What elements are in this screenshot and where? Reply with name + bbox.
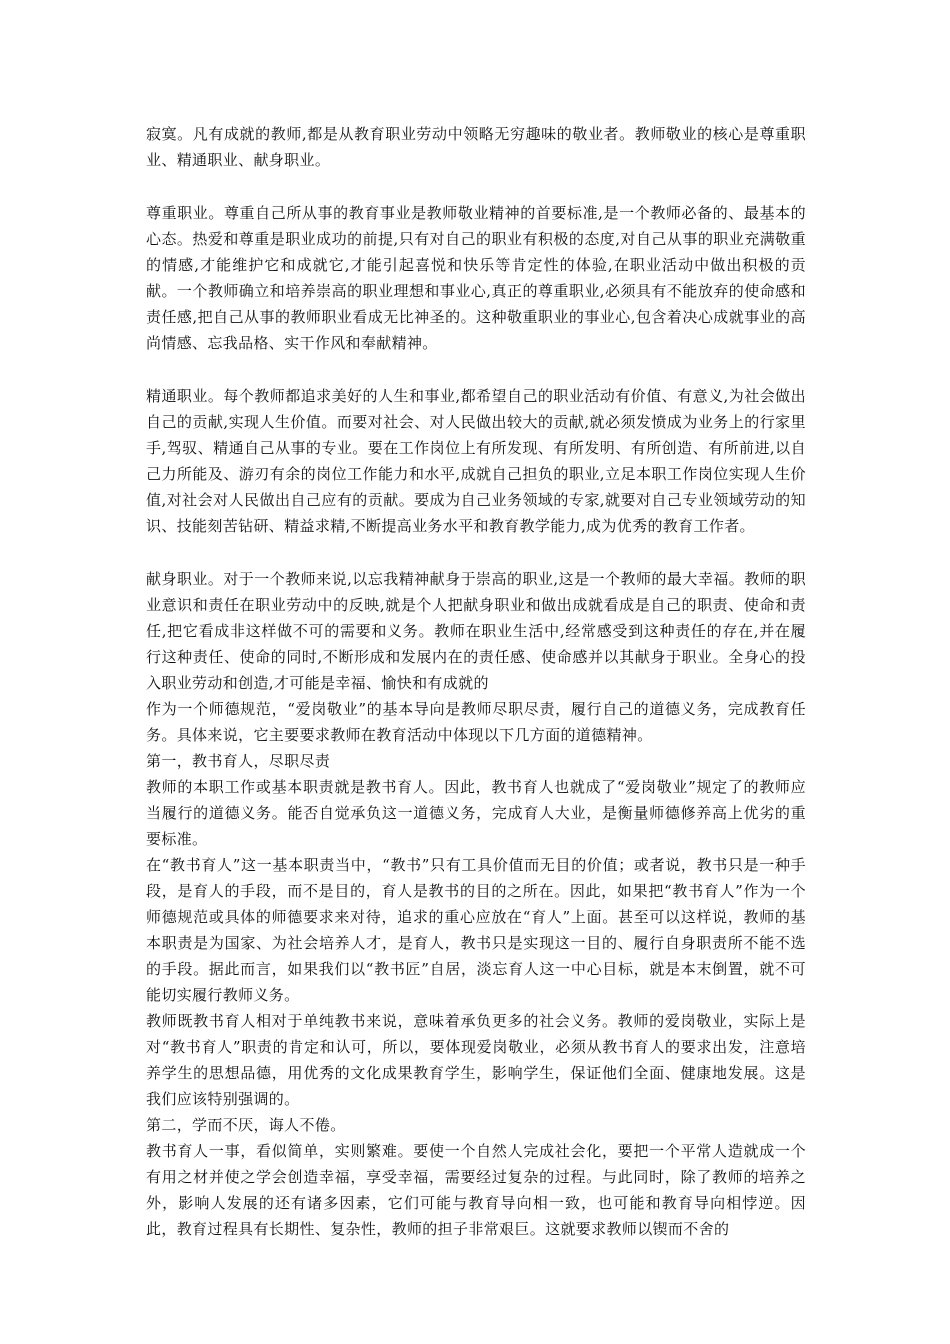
section-heading-second: 第二，学而不厌，诲人不倦。 bbox=[146, 1116, 346, 1134]
paragraph-intro-dedication: 寂寞。凡有成就的教师,都是从教育职业劳动中领略无穷趣味的敬业者。教师敬业的核心是尊重职业、精通职业、献身职业。 bbox=[146, 125, 806, 169]
section-heading-first: 第一，教书育人，尽职尽责 bbox=[146, 752, 331, 770]
paragraph-social-obligation: 教师既教书育人相对于单纯教书来说，意味着承负更多的社会义务。教师的爱岗敬业，实际上是对“教书育人”职责的肯定和认可，所以，要体现爱岗敬业，必须从教书育人的要求出发，注意培养学生的思想品德，用优秀的文化成果教育学生，影响学生，保证他们全面、健康地发展。这是我们应该特别强调的。 bbox=[146, 1012, 806, 1108]
document-page bbox=[146, 121, 806, 1242]
paragraph-respect-profession: 尊重职业。尊重自己所从事的教育事业是教师敬业精神的首要标准,是一个教师必备的、最基本的心态。热爱和尊重是职业成功的前提,只有对自己的职业有积极的态度,对自己从事的职业充满敬重的情感,才能维护它和成就它,才能引起喜悦和快乐等肯定性的体验,在职业活动中做出积极的贡献。一个教师确立和培养崇高的职业理想和事业心,真正的尊重职业,必须具有不能放弃的使命感和责任感,把自己从事的教师职业看成无比神圣的。这种敬重职业的事业心,包含着决心成就事业的高尚情感、忘我品格、实干作风和奉献精神。 bbox=[146, 204, 806, 352]
paragraph-ethics-norm: 作为一个师德规范，“爱岗敬业”的基本导向是教师尽职尽责，履行自己的道德义务，完成教育任务。具体来说，它主要要求教师在教育活动中体现以下几方面的道德精神。 bbox=[146, 700, 806, 744]
paragraph-devote-profession: 献身职业。对于一个教师来说,以忘我精神献身于崇高的职业,这是一个教师的最大幸福。教师的职业意识和责任在职业劳动中的反映,就是个人把献身职业和做出成就看成是自己的职责、使命和责任,把它看成非这样做不可的需要和义务。教师在职业生活中,经常感受到这种责任的存在,并在履行这种责任、使命的同时,不断形成和发展内在的责任感、使命感并以其献身于职业。全身心的投入职业劳动和创造,才可能是幸福、愉快和有成就的 bbox=[146, 570, 806, 692]
paragraph-teaching-duty: 教师的本职工作或基本职责就是教书育人。因此，教书育人也就成了“爱岗敬业”规定了的教师应当履行的道德义务。能否自觉承负这一道德义务，完成育人大业，是衡量师德修养高上优劣的重要标准。 bbox=[146, 778, 806, 848]
paragraph-teaching-purpose: 在“教书育人”这一基本职责当中，“教书”只有工具价值而无目的价值；或者说，教书只是一种手段，是育人的手段，而不是目的，育人是教书的目的之所在。因此，如果把“教书育人”作为一个师德规范或具体的师德要求来对待，追求的重心应放在“育人”上面。甚至可以这样说，教师的基本职责是为国家、为社会培养人才，是育人，教书只是实现这一目的、履行自身职责所不能不选的手段。据此而言，如果我们以“教书匠”自居，淡忘育人这一中心目标，就是本末倒置，就不可能切实履行教师义务。 bbox=[146, 856, 806, 1004]
paragraph-master-profession: 精通职业。每个教师都追求美好的人生和事业,都希望自己的职业活动有价值、有意义,为社会做出自己的贡献,实现人生价值。而要对社会、对人民做出较大的贡献,就必须发愤成为业务上的行家里手,驾驭、精通自己从事的专业。要在工作岗位上有所发现、有所发明、有所创造、有所前进,以自己力所能及、游刃有余的岗位工作能力和水平,成就自己担负的职业,立足本职工作岗位实现人生价值,对社会对人民做出自己应有的贡献。要成为自己业务领域的专家,就要对自己专业领域劳动的知识、技能刻苦钻研、精益求精,不断提高业务水平和教育教学能力,成为优秀的教育工作者。 bbox=[146, 387, 806, 535]
paragraph-complex-process: 教书育人一事，看似简单，实则繁难。要使一个自然人完成社会化，要把一个平常人造就成一个有用之材并使之学会创造幸福，享受幸福，需要经过复杂的过程。与此同时，除了教师的培养之外，影响人发展的还有诸多因素，它们可能与教育导向相一致，也可能和教育导向相悖逆。因此，教育过程具有长期性、复杂性，教师的担子非常艰巨。这就要求教师以锲而不舍的 bbox=[146, 1142, 806, 1238]
